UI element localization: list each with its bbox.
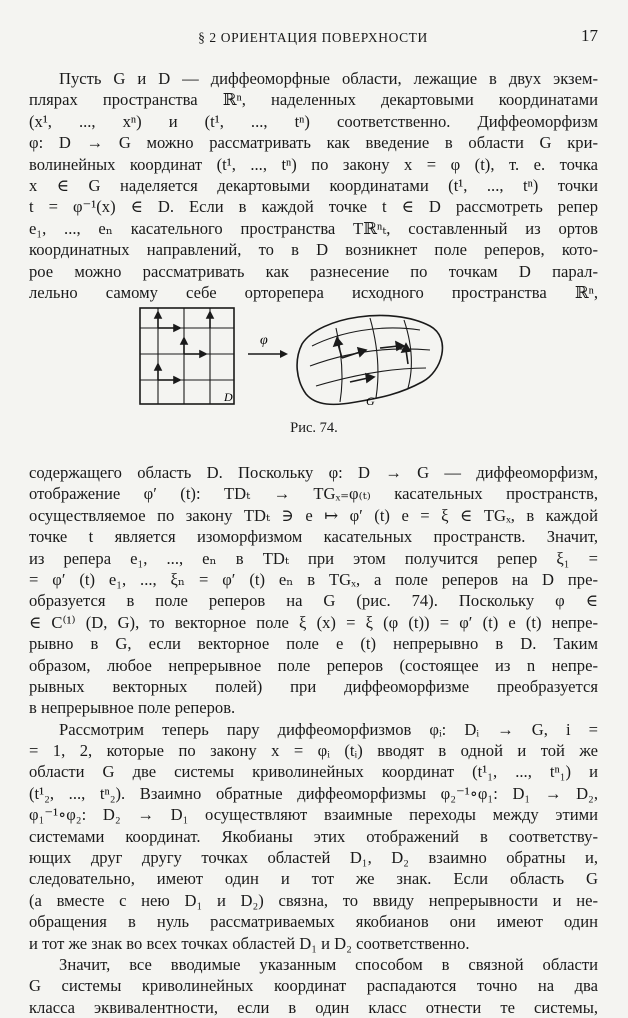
diffeomorphism-diagram — [130, 306, 450, 416]
text-line: образом, любое непрерывное поле реперов (состоящее из n непре- — [29, 655, 598, 675]
text-line: лельно самому себе орторепера исходного пространства ℝⁿ, — [29, 282, 598, 302]
text-line: рое можно рассматривать как разнесение по точкам D парал- — [29, 261, 598, 281]
text-line: осуществляемое по закону TDₜ ∋ e ↦ φ′ (t) e = ξ ∈ TGₓ, в каждой — [29, 505, 598, 525]
label-g: G — [366, 394, 375, 408]
text-line: плярах пространства ℝⁿ, наделенных декартовыми координатами — [29, 90, 598, 110]
label-d: D — [224, 390, 233, 404]
body-text-continued — [29, 462, 598, 1018]
text-line: Рассмотрим теперь пару диффеоморфизмов φᵢ: Dᵢ → G, i = — [59, 719, 598, 739]
text-line: = 1, 2, которые по закону x = φᵢ (tᵢ) вводят в одной и той же — [29, 741, 598, 761]
text-line: t = φ⁻¹(x) ∈ D. Если в каждой точке t ∈ D рассмотреть репер — [29, 197, 598, 217]
running-head: § 2 ОРИЕНТАЦИЯ ПОВЕРХНОСТИ — [198, 30, 428, 45]
text-line: ∈ C⁽¹⁾ (D, G), то векторное поле ξ (x) = ξ (φ (t)) = φ′ (t) e (t) непре- — [29, 612, 598, 632]
text-line: обращения в нуль рассматриваемых якобианов они имеют один — [29, 912, 598, 932]
domain-g-region — [297, 316, 442, 405]
text-line: = φ′ (t) e₁, ..., ξₙ = φ′ (t) eₙ в TGₓ, а поле реперов на D пре- — [29, 569, 598, 589]
page-header — [28, 26, 598, 48]
text-line: φ: D → G можно рассматривать как введение в области G кри- — [29, 133, 598, 153]
text-line: отображение φ′ (t): TDₜ → TGₓ₌φ₍ₜ₎ касательных пространств, — [29, 484, 598, 504]
label-phi: φ — [260, 333, 268, 348]
text-line: следовательно, имеют один и тот же знак. Если область G — [29, 869, 598, 889]
text-line: (t¹₂, ..., tⁿ₂). Взаимно обратные диффеоморфизмы φ₂⁻¹∘φ₁: D₁ → D₂, — [29, 783, 598, 803]
text-line: содержащего область D. Поскольку φ: D → G — диффеоморфизм, — [29, 463, 598, 482]
text-line: e₁, ..., eₙ касательного пространства Tℝⁿₜ, составленный из ортов — [29, 218, 598, 238]
text-line: (x¹, ..., xⁿ) и (t¹, ..., tⁿ) соответственно. Диффеоморфизм — [29, 111, 598, 131]
text-line: точке t является изоморфизмом касательных пространств. Значит, — [29, 527, 598, 547]
text-line: Пусть G и D — диффеоморфные области, лежащие в двух экзем- — [59, 69, 598, 88]
text-line: области G две системы криволинейных координат (t¹₁, ..., tⁿ₁) и — [29, 762, 598, 782]
page-number: 17 — [581, 26, 598, 45]
text-line: класса эквивалентности, если в один класс отнести те системы, — [29, 997, 598, 1017]
text-line: и тот же знак во всех точках областей D₁ и D₂ соответственно. — [29, 933, 470, 953]
text-line: рывных векторных полей) при диффеоморфизме преобразуется — [29, 676, 598, 696]
text-line: x ∈ G наделяется декартовыми координатами (t¹, ..., tⁿ) точки — [29, 175, 598, 195]
text-line: системами координат. Якобианы этих отображений в соответству- — [29, 826, 598, 846]
figure-caption: Рис. 74. — [290, 420, 338, 436]
text-line: рывно в G, если векторное поле e (t) непрерывно в D. Таким — [29, 634, 598, 654]
text-line: G системы криволинейных координат распадаются точно на два — [29, 976, 598, 996]
mapping-arrow-head — [280, 350, 288, 358]
grid-lines — [140, 308, 234, 404]
text-line: волинейных координат (t¹, ..., tⁿ) по закону x = φ (t), т. е. точка — [29, 154, 598, 174]
paragraph-1 — [29, 68, 598, 303]
text-line: (а вместе с нею D₁ и D₂) связна, то ввиду непрерывности и не- — [29, 890, 598, 910]
text-line: координатных направлений, то в D возникнет поле реперов, кото- — [29, 240, 598, 260]
text-line: φ₁⁻¹∘φ₂: D₂ → D₁ осуществляют взаимные переходы между этими — [29, 805, 598, 825]
text-line: образуется в поле реперов на G (рис. 74). Поскольку φ ∈ — [29, 591, 598, 611]
frame-arrows-d — [155, 312, 213, 383]
text-line: из репера e₁, ..., eₙ в TDₜ при этом получится репер ξ₁ = — [29, 548, 598, 568]
text-line: Значит, все вводимые указанным способом в связной области — [59, 954, 598, 974]
text-line: ющих друг другу точках областей D₁, D₂ взаимно обратны и, — [29, 848, 598, 868]
frame-arrows-g — [334, 338, 410, 382]
domain-d-square — [140, 308, 234, 404]
text-line: в непрерывное поле реперов. — [29, 698, 236, 718]
curvilinear-grid — [310, 318, 430, 402]
